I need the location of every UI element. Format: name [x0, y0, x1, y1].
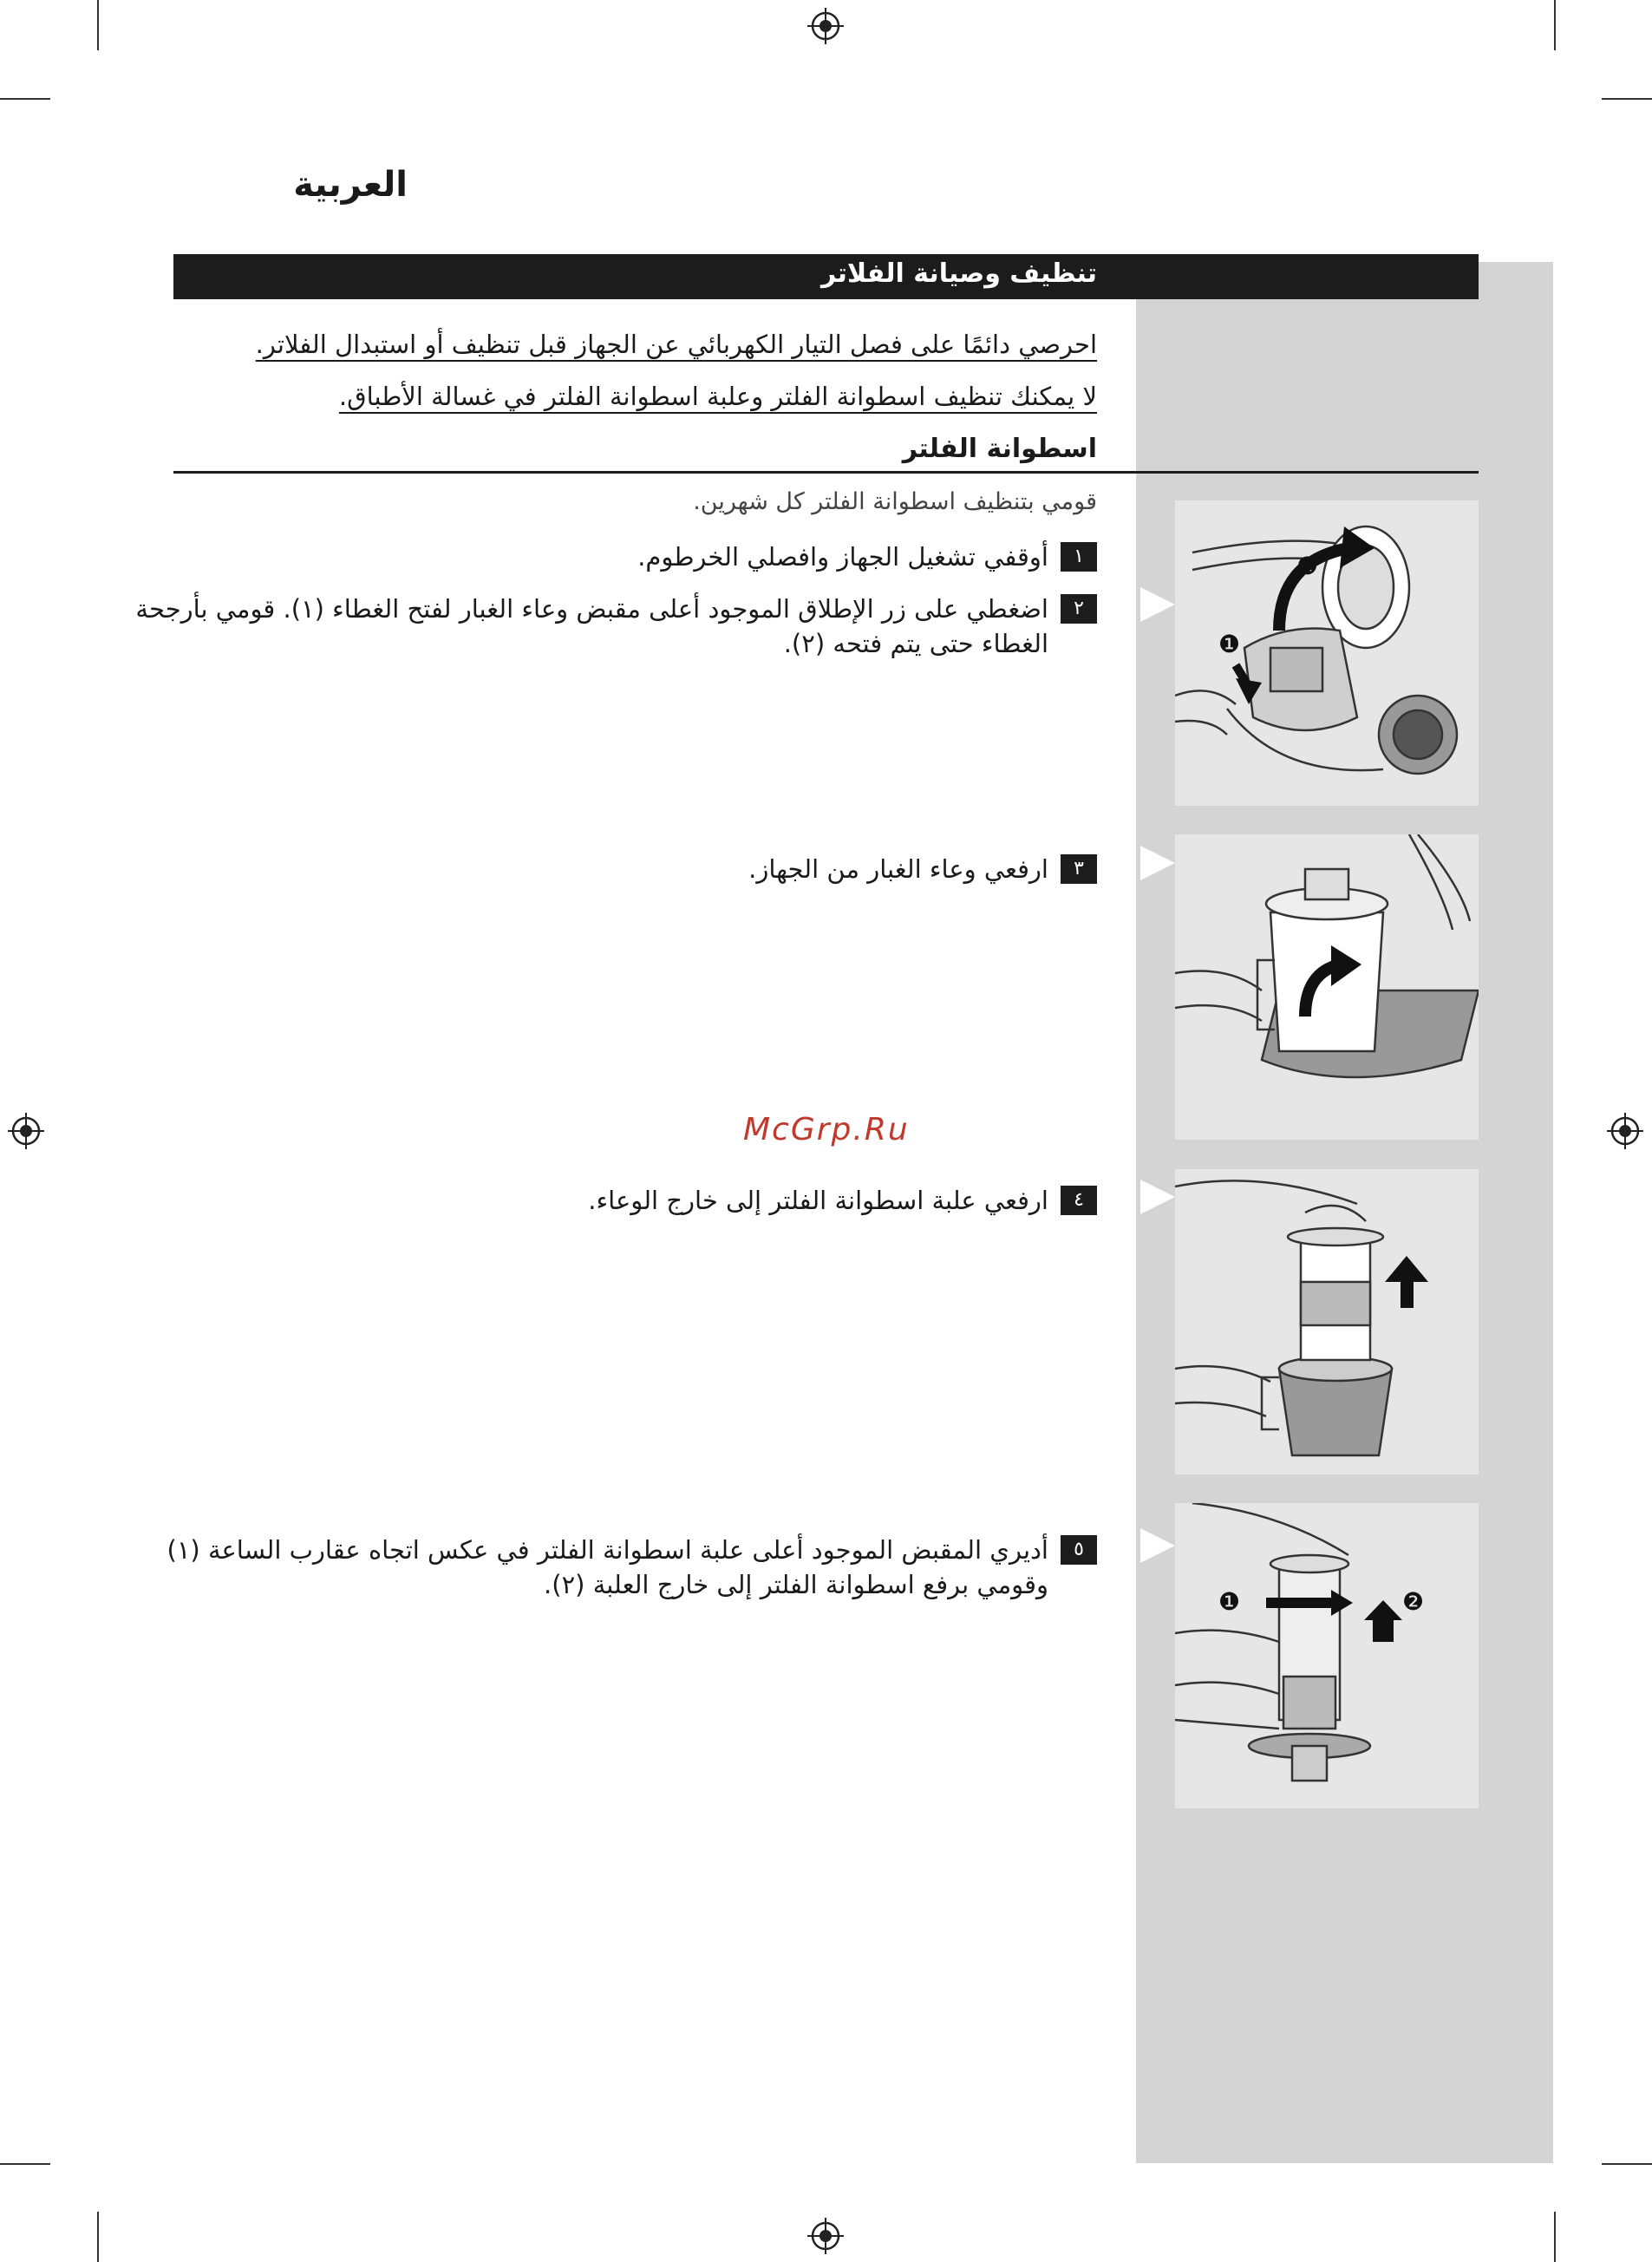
step-number: ٤ — [1061, 1186, 1097, 1215]
step-number: ٢ — [1061, 594, 1097, 624]
step-2 — [135, 590, 1097, 661]
registration-mark-icon — [1607, 1113, 1643, 1149]
step-text: ارفعي وعاء الغبار من الجهاز. — [748, 854, 1048, 884]
step-number: ١ — [1061, 542, 1097, 572]
figure-pointer — [1140, 1528, 1175, 1563]
callout-badge: ❶ — [1218, 630, 1241, 658]
step-text: ارفعي علبة اسطوانة الفلتر إلى خارج الوعاء. — [588, 1186, 1048, 1215]
twist-filter-illustration — [1175, 1503, 1479, 1808]
dust-container-illustration — [1175, 834, 1479, 1140]
subsection-title: اسطوانة الفلتر — [902, 434, 1097, 464]
warning-unplug: احرصي دائمًا على فصل التيار الكهربائي عن الجهاز قبل تنظيف أو استبدال الفلاتر. — [255, 330, 1097, 359]
registration-mark-icon — [807, 8, 844, 44]
warning-dishwasher: لا يمكنك تنظيف اسطوانة الفلتر وعلبة اسطوانة الفلتر في غسالة الأطباق. — [338, 382, 1097, 411]
crop-mark — [1554, 0, 1556, 50]
step-text-continued: وقومي برفع اسطوانة الفلتر إلى خارج العلبة (٢). — [544, 1570, 1048, 1599]
crop-mark — [0, 98, 50, 100]
crop-mark — [97, 2212, 99, 2262]
callout-badge: ❷ — [1296, 552, 1319, 580]
figure-4-twist-filter — [1175, 1503, 1479, 1808]
registration-mark-icon — [8, 1113, 44, 1149]
divider — [173, 471, 1479, 474]
crop-mark — [1602, 98, 1652, 100]
step-number: ٥ — [1061, 1535, 1097, 1565]
step-1 — [637, 538, 1097, 574]
intro-text: قومي بتنظيف اسطوانة الفلتر كل شهرين. — [693, 488, 1097, 515]
crop-mark — [1554, 2212, 1556, 2262]
section-title: تنظيف وصيانة الفلاتر — [820, 258, 1097, 289]
figure-pointer — [1140, 587, 1175, 622]
figure-3-lift-cartridge — [1175, 1169, 1479, 1474]
step-text: أديري المقبض الموجود أعلى علبة اسطوانة الفلتر في عكس اتجاه عقارب الساعة (١) — [167, 1535, 1048, 1565]
figure-1-open-lid — [1175, 500, 1479, 806]
watermark: McGrp.Ru — [743, 1112, 910, 1147]
figure-2-lift-container — [1175, 834, 1479, 1140]
crop-mark — [0, 2163, 50, 2165]
callout-badge: ❶ — [1218, 1587, 1241, 1616]
step-text-continued: الغطاء حتى يتم فتحه (٢). — [783, 629, 1048, 658]
crop-mark — [97, 0, 99, 50]
figure-pointer — [1140, 846, 1175, 880]
step-5 — [167, 1531, 1097, 1602]
registration-mark-icon — [807, 2218, 844, 2254]
filter-cartridge-illustration — [1175, 1169, 1479, 1474]
figure-pointer — [1140, 1180, 1175, 1214]
step-3 — [748, 850, 1097, 886]
step-4 — [588, 1181, 1097, 1218]
language-heading: العربية — [293, 165, 408, 205]
crop-mark — [1602, 2163, 1652, 2165]
callout-badge: ❷ — [1402, 1587, 1425, 1616]
step-text: اضغطي على زر الإطلاق الموجود أعلى مقبض وعاء الغبار لفتح الغطاء (١). قومي بأرجحة — [135, 594, 1048, 624]
step-number: ٣ — [1061, 854, 1097, 884]
vacuum-lid-illustration — [1175, 500, 1479, 806]
step-text: أوقفي تشغيل الجهاز وافصلي الخرطوم. — [637, 542, 1048, 572]
